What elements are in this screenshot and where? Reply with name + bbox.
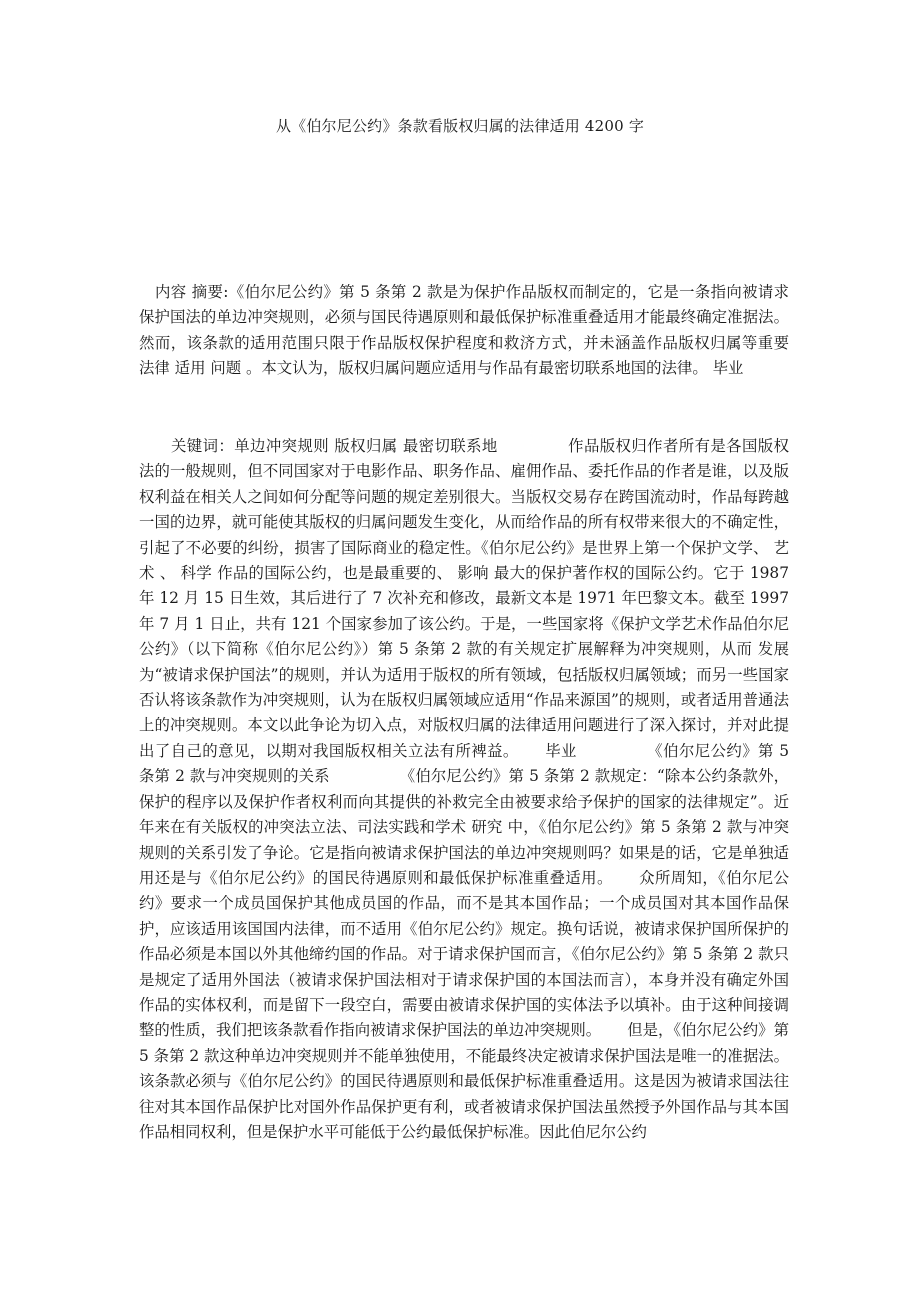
keywords: 关键词：单边冲突规则 版权归属 最密切联系地: [171, 437, 498, 455]
document-title: 从《伯尔尼公约》条款看版权归属的法律适用 4200 字: [275, 117, 645, 135]
body-paragraph-1-tail: 毕业: [544, 741, 577, 760]
body-paragraph-4: 但是，《伯尔尼公约》第 5 条第 2 款这种单边冲突规则并不能单独使用，不能最终决定被请求保护国法是唯一的准据法。该条款必须与《伯尔尼公约》的国民待遇原则和最低保护标准重叠适用。这是因为被请求国法往往对其本国作品保护比对国外作品保护更有利，或者被请求保护国法虽然授予外国作品与其本国作品相同权利，但是保护水平可能低于公约最低保护标准。因此伯尼尔公约: [139, 1021, 789, 1141]
body-paragraph-1: 作品版权归作者所有是各国版权法的一般规则，但不同国家对于电影作品、职务作品、雇佣作品、委托作品的作者是谁，以及版权利益在相关人之间如何分配等问题的规定差别很大。当版权交易存在跨国流动时，作品每跨越一国的边界，就可能使其版权的归属问题发生变化，从而给作品的所有权带来很大的不确定性，引起了不必要的纠纷，损害了国际商业的稳定性。《伯尔尼公约》是世界上第一个保护文学、 艺术 、 科学 作品的国际公约，也是最重要的、 影响 最大的保护著作权的国际公约。它于 1987 年 12 月 15 日生效，其后进行了 7 次补充和修改，最新文本是 1971 年巴黎文本。截至 1997 年 7 月 1 日止，共有 121 个国家参加了该公约。于是，一些国家将《保护文学艺术作品伯尔尼公约》（以下简称《伯尔尼公约》）第 5 条第 2 款的有关规定扩展解释为冲突规则，从而 发展 为“被请求保护国法”的规则，并认为适用于版权的所有领域，包括版权归属领域；而另一些国家否认将该条款作为冲突规则，认为在版权归属领域应适用“作品来源国”的规则，或者适用普通法上的冲突规则。本文以此争论为切入点，对版权归属的法律适用问题进行了深入探讨，并对此提出了自己的意见，以期对我国版权相关立法有所裨益。: [139, 437, 789, 760]
body-paragraph-2: 《伯尔尼公约》第 5 条第 2 款规定：“除本公约条款外，保护的程序以及保护作者权利而向其提供的补救完全由被要求给予保护的国家的法律规定”。近年来在有关版权的冲突法立法、司法实践和学术 研究 中，《伯尔尼公约》第 5 条第 2 款与冲突规则的关系引发了争论。它是指向被请求保护国法的单边冲突规则吗？如果是的话，它是单独适用还是与《伯尔尼公约》的国民待遇原则和最低保护标准重叠适用。: [139, 767, 789, 887]
section-heading-1: 《伯尔尼公约》第 5 条第 2 款与冲突规则的关系: [139, 741, 789, 786]
body-text: [139, 434, 789, 1145]
abstract-paragraph: 内容 摘要:《伯尔尼公约》第 5 条第 2 款是为保护作品版权而制定的，它是一条指向被请求保护国法的单边冲突规则，必须与国民待遇原则和最低保护标准重叠适用才能最终确定准据法。然而，该条款的适用范围只限于作品版权保护程度和救济方式，并未涵盖作品版权归属等重要 法律 适用 问题 。本文认为，版权归属问题应适用与作品有最密切联系地国的法律。 毕业: [139, 283, 789, 378]
body-paragraph-3: 众所周知，《伯尔尼公约》要求一个成员国保护其他成员国的作品，而不是其本国作品；一个成员国对其本国作品保护，应该适用该国国内法律，而不适用《伯尔尼公约》规定。换句话说，被请求保护国所保护的作品必须是本国以外其他缔约国的作品。对于请求保护国而言，《伯尔尼公约》第 5 条第 2 款只是规定了适用外国法（被请求保护国法相对于请求保护国的本国法而言），本身并没有确定外国作品的实体权利，而是留下一段空白，需要由被请求保护国的实体法予以填补。由于这种间接调整的性质，我们把该条款看作指向被请求保护国法的单边冲突规则。: [139, 868, 789, 1040]
